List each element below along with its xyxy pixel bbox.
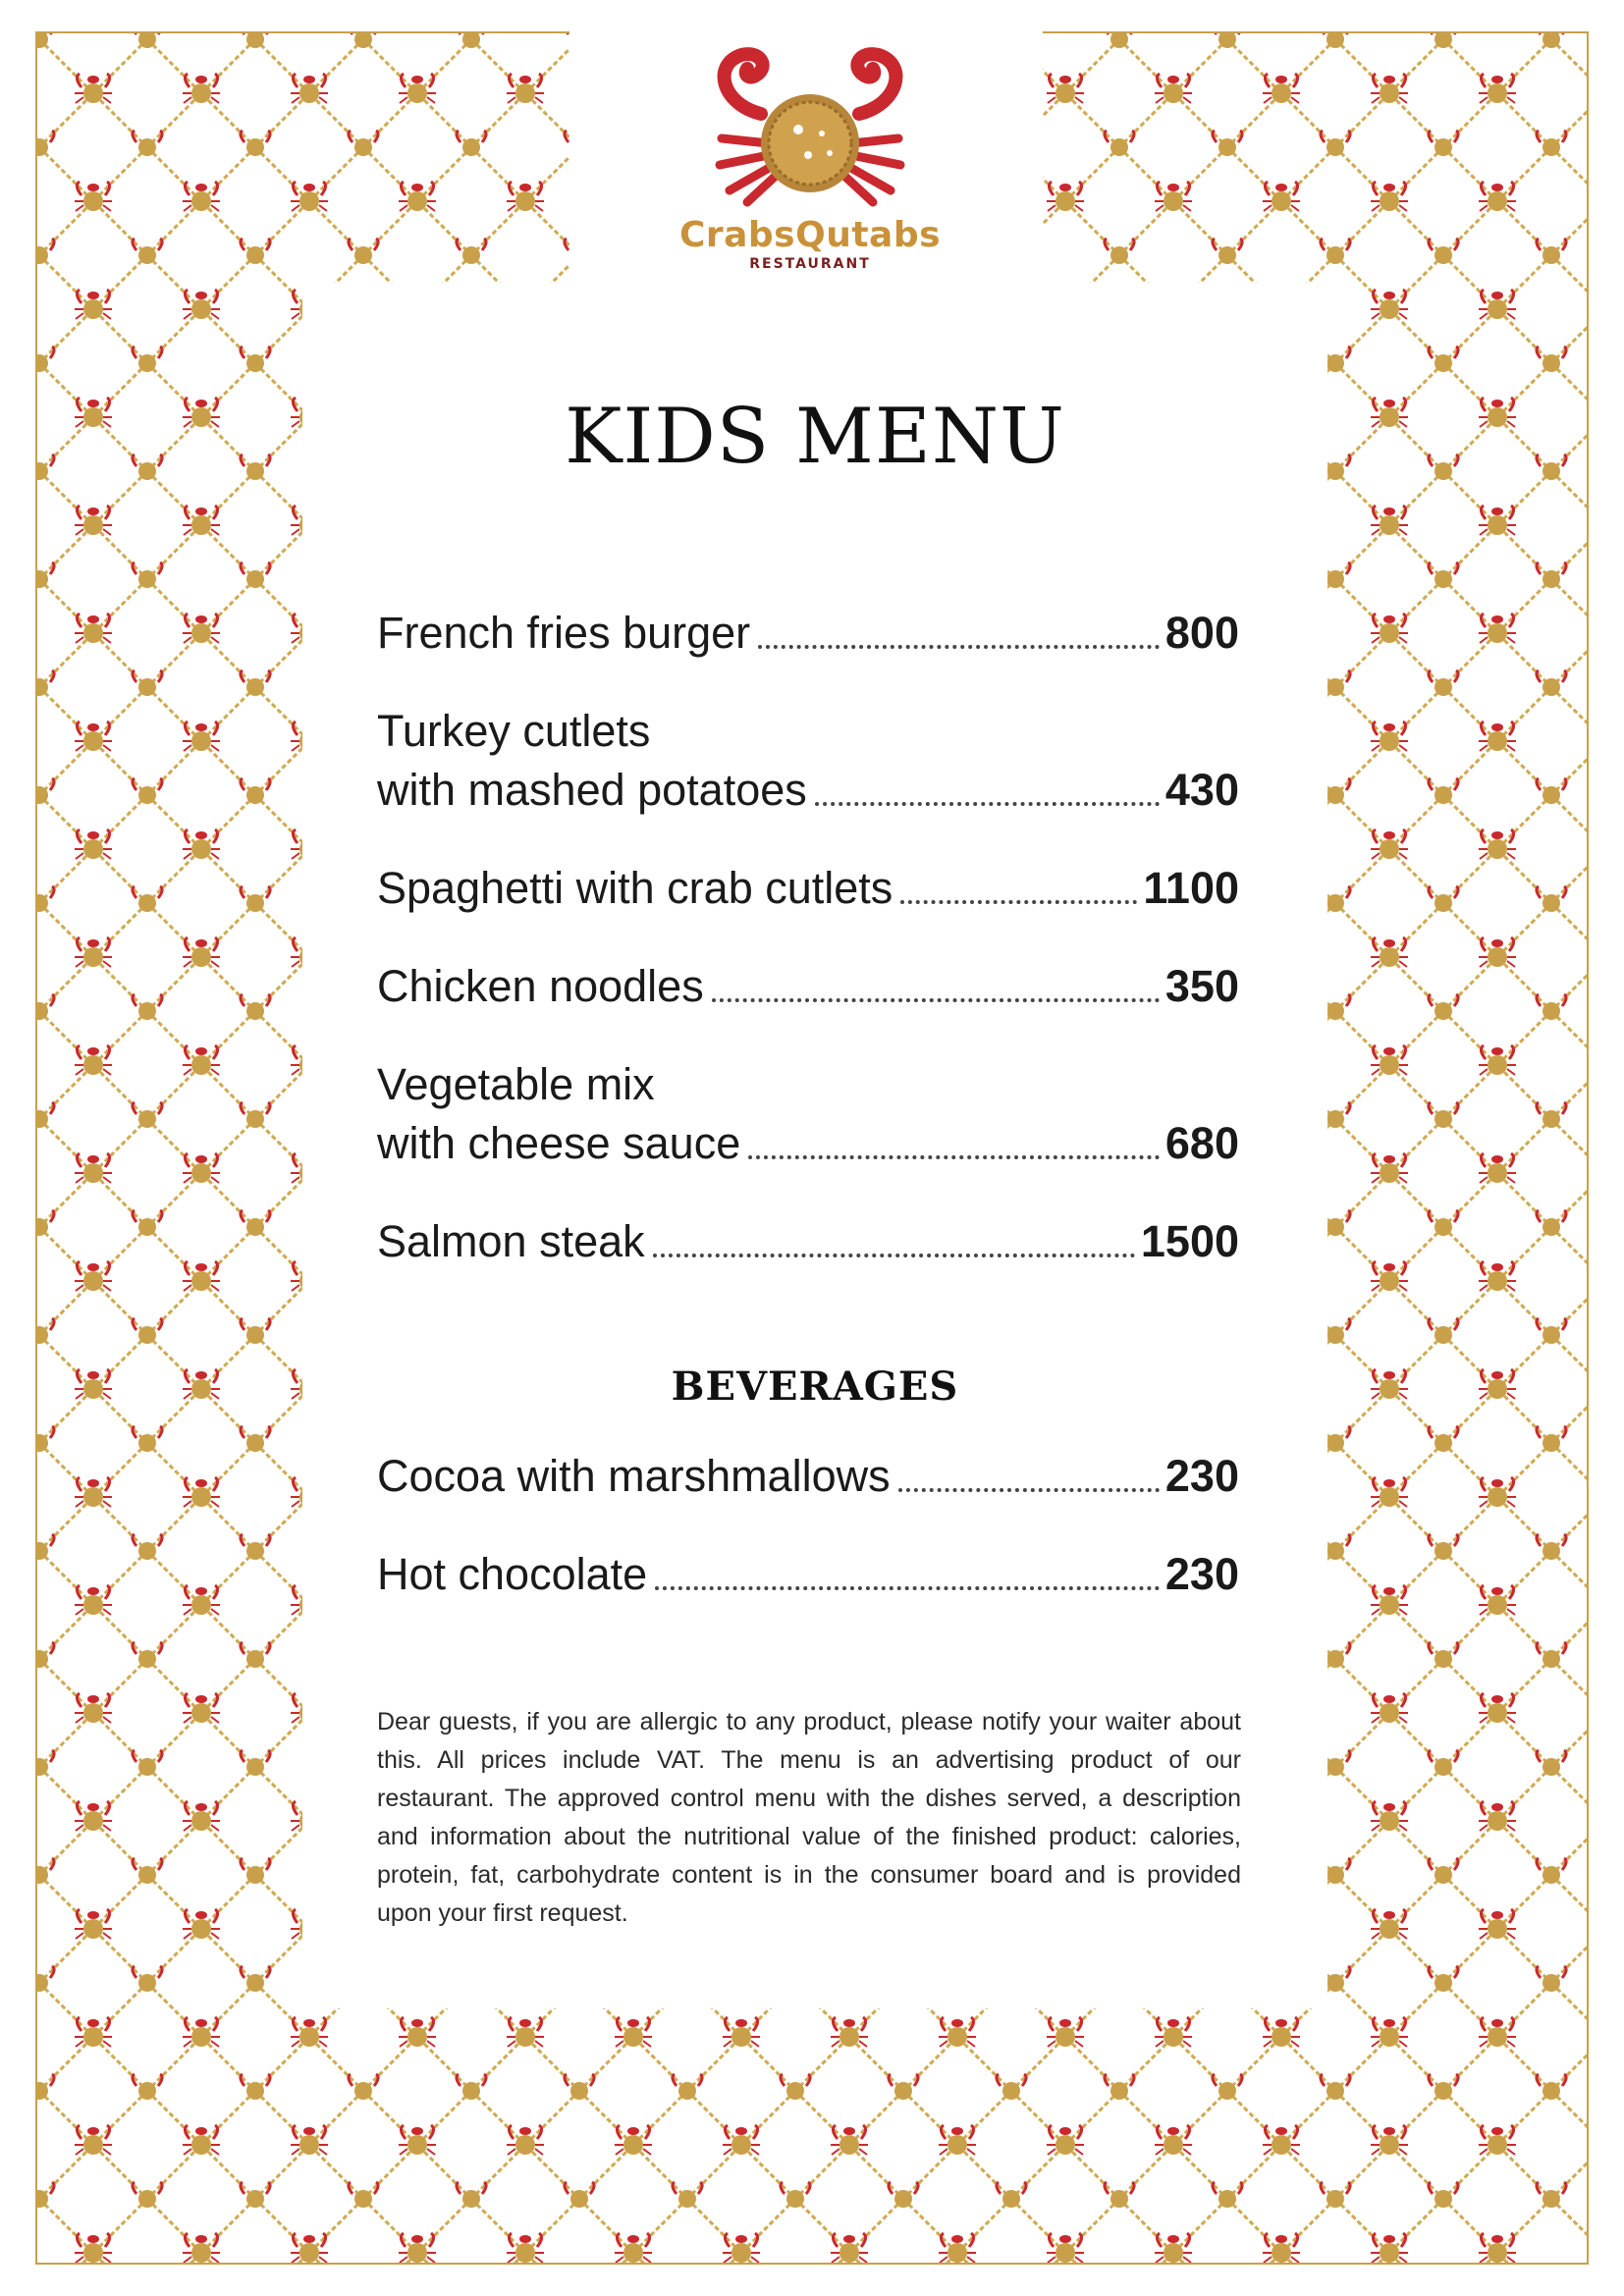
menu-item xyxy=(377,1212,1239,1271)
menu-item xyxy=(377,957,1239,1016)
beverages-list xyxy=(377,1447,1239,1643)
menu-item-name: Turkey cutlets xyxy=(377,706,651,756)
dot-leader xyxy=(653,1253,1135,1257)
menu-item-price: 430 xyxy=(1164,765,1239,815)
dot-leader xyxy=(748,1154,1160,1159)
menu-item xyxy=(377,859,1239,918)
dot-leader xyxy=(712,997,1160,1002)
brand-subtitle: RESTAURANT xyxy=(749,256,871,272)
menu-item xyxy=(377,702,1239,820)
menu-item-name: Hot chocolate xyxy=(377,1549,648,1599)
dot-leader xyxy=(758,644,1160,649)
brand-name: CrabsQutabs xyxy=(678,215,942,255)
menu-item-name: Salmon steak xyxy=(377,1216,645,1266)
dot-leader xyxy=(898,1487,1160,1492)
menu-item xyxy=(377,1055,1239,1173)
kids-menu-list xyxy=(377,604,1239,1310)
menu-item-name-line2: with cheese sauce xyxy=(377,1118,741,1168)
menu-item-name: French fries burger xyxy=(377,608,751,658)
dot-leader xyxy=(900,899,1137,904)
menu-item xyxy=(377,1447,1239,1506)
page-title: KIDS MENU xyxy=(565,393,1065,481)
beverages-heading: BEVERAGES xyxy=(671,1363,959,1410)
brand-logo xyxy=(668,45,952,281)
menu-item-price: 230 xyxy=(1164,1549,1239,1599)
menu-item-price: 230 xyxy=(1164,1451,1239,1501)
menu-item-name: Cocoa with marshmallows xyxy=(377,1451,891,1501)
crab-logo-icon xyxy=(692,45,928,212)
menu-item xyxy=(377,1545,1239,1604)
menu-item-name: Chicken noodles xyxy=(377,961,704,1011)
menu-item xyxy=(377,604,1239,663)
menu-item-name-line2: with mashed potatoes xyxy=(377,765,807,815)
menu-item-name: Vegetable mix xyxy=(377,1059,655,1109)
allergy-note: Dear guests, if you are allergic to any product, please notify your waiter about this. All prices include VAT. The menu is an advertising product of our restaurant. The approved control menu with the dishes served, a description and information about the nutritional value of the finished product: calories, protein, fat, carbohydrate content is in the consumer board and is provided upon your first request. xyxy=(377,1708,1241,1927)
dot-leader xyxy=(815,801,1160,806)
dot-leader xyxy=(655,1585,1160,1590)
menu-item-price: 800 xyxy=(1164,608,1239,658)
menu-item-price: 1100 xyxy=(1143,863,1239,913)
menu-item-price: 680 xyxy=(1164,1118,1239,1168)
menu-item-price: 350 xyxy=(1164,961,1239,1011)
menu-item-name: Spaghetti with crab cutlets xyxy=(377,863,893,913)
menu-item-price: 1500 xyxy=(1140,1216,1239,1266)
